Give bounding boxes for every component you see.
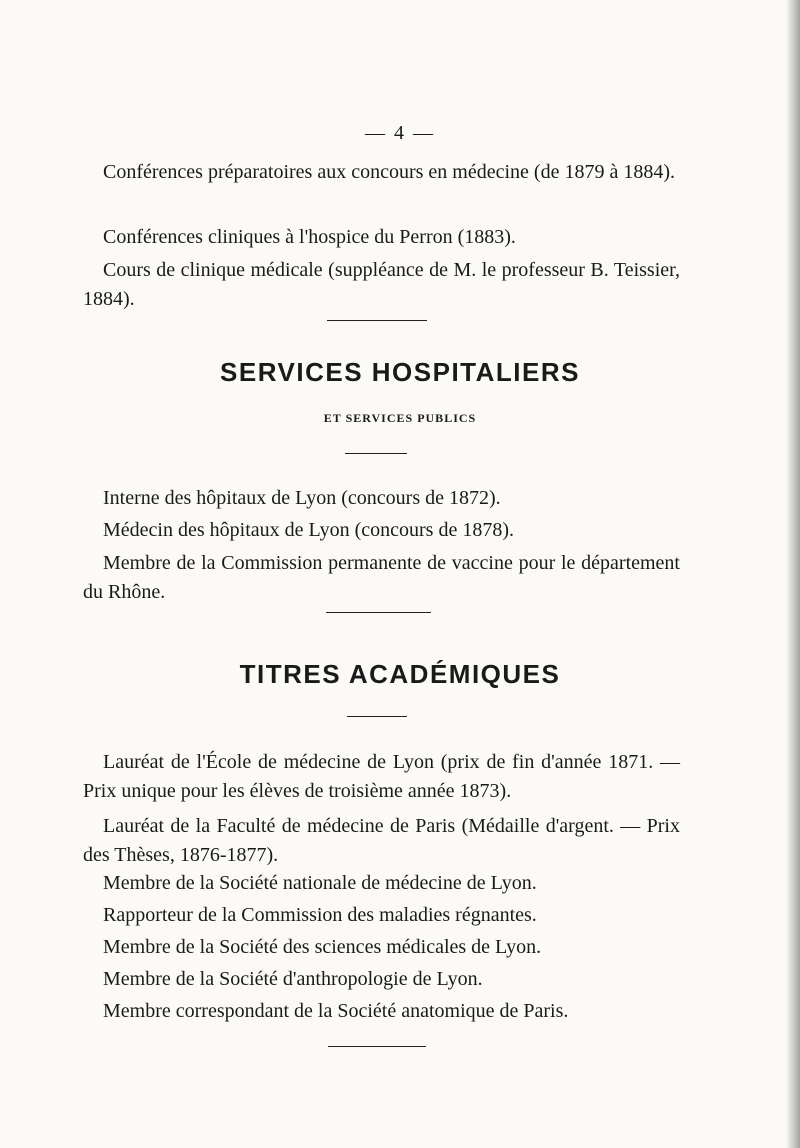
heading-underline	[345, 453, 407, 454]
hospital-item-1: Interne des hôpitaux de Lyon (concours de 1872).	[103, 487, 501, 509]
page-edge-shadow	[786, 0, 800, 1148]
section-title-hospital: SERVICES HOSPITALIERS	[220, 357, 580, 387]
academic-item-7: Membre correspondant de la Société anatomique de Paris.	[103, 1000, 569, 1022]
academic-item-5: Membre de la Société des sciences médicales de Lyon.	[103, 936, 542, 958]
intro-item-1: Conférences préparatoires aux concours en médecine (de 1879 à 1884).	[103, 161, 675, 183]
section-divider	[327, 320, 427, 321]
hospital-item-2: Médecin des hôpitaux de Lyon (concours de 1878).	[103, 519, 515, 541]
academic-item-4: Rapporteur de la Commission des maladies régnantes.	[103, 904, 537, 926]
hospital-item-3: Membre de la Commission permanente de vaccine pour le département du Rhône.	[83, 552, 680, 603]
academic-item-2: Lauréat de la Faculté de médecine de Paris (Médaille d'argent. — Prix des Thèses, 1876-1877).	[83, 815, 680, 866]
academic-item-1: Lauréat de l'École de médecine de Lyon (prix de fin d'année 1871. — Prix unique pour les élèves de troisième année 1873).	[83, 751, 680, 802]
section-divider	[328, 1046, 426, 1047]
section-divider	[326, 612, 431, 613]
section-subtitle-hospital: ET SERVICES PUBLICS	[323, 411, 477, 425]
intro-item-3: Cours de clinique médicale (suppléance de M. le professeur B. Teissier, 1884).	[83, 259, 680, 310]
academic-item-3: Membre de la Société nationale de médecine de Lyon.	[103, 872, 537, 894]
intro-item-2: Conférences cliniques à l'hospice du Perron (1883).	[103, 226, 516, 248]
heading-underline	[347, 716, 407, 717]
section-title-academic: TITRES ACADÉMIQUES	[239, 659, 561, 689]
page-number: — 4 —	[365, 122, 435, 144]
academic-item-6: Membre de la Société d'anthropologie de Lyon.	[103, 968, 483, 990]
